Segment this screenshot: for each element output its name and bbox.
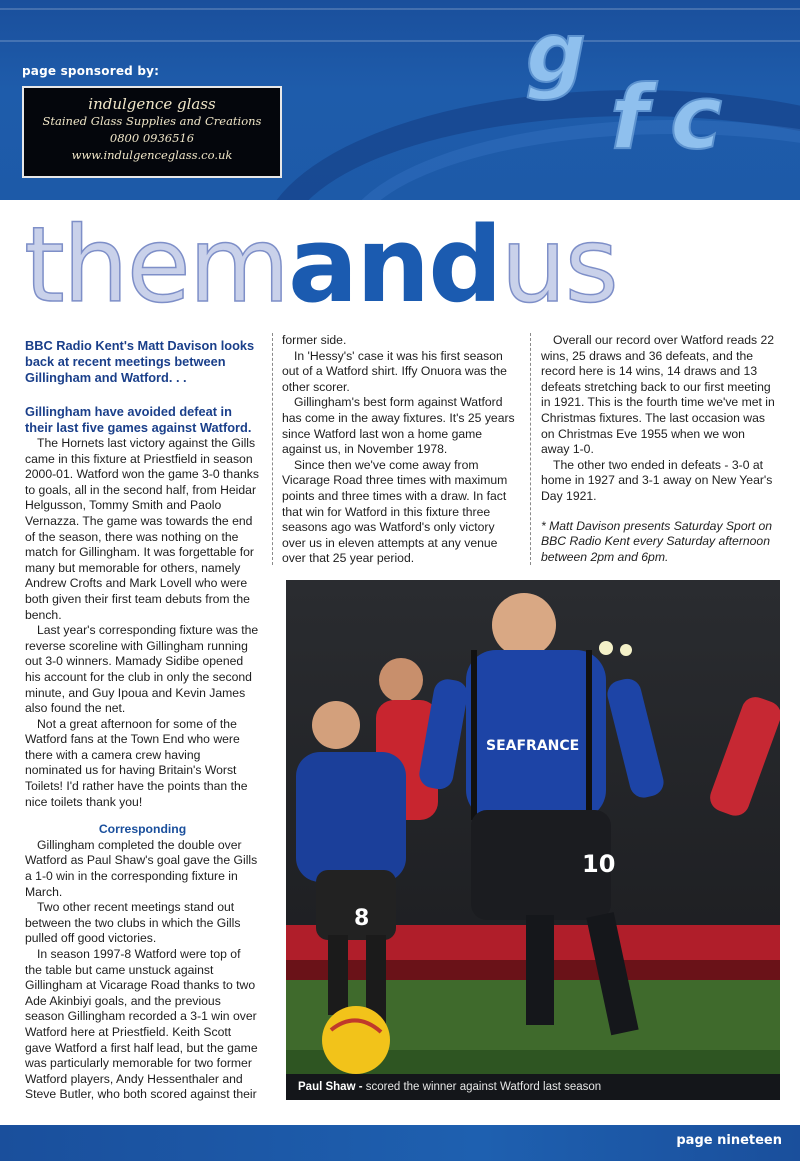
- article-paragraph: Two other recent meetings stand out between the two clubs in which the Gills pulled off good victories.: [25, 900, 241, 946]
- article-lead: BBC Radio Kent's Matt Davison looks back at recent meetings between Gillingham and Watford. . .: [25, 338, 255, 385]
- logo-lettering: c: [670, 66, 723, 169]
- sponsor-tagline: Stained Glass Supplies and Creations: [42, 114, 262, 128]
- logo-lettering: g: [526, 20, 587, 102]
- shirt-number-main: 10: [582, 850, 616, 878]
- header-stripe: [0, 8, 800, 10]
- article-paragraph: In season 1997-8 Watford were top of the table but came unstuck against Gillingham at Vicarage Road thanks to two Ade Akinbiyi goals, and the previous season Gillingham recorded a 3-1 win over Watford here at Priestfield. Keith Scott gave Watford a first half lead, but the game was particularly memorable for two former Watford players, Andy Hessenthaler and Steve Butler, who both scored against their: [25, 947, 258, 1102]
- article-paragraph: Overall our record over Watford reads 22 wins, 25 draws and 36 defeats, and the record here is 14 wins, 14 draws and 13 defeats stretching back to our first meeting in 1921. This is the fourth time we've met in Christmas fixtures. The last occasion was on Christmas Eve 1955 when we won away 1-0.: [541, 333, 775, 457]
- article-paragraph: Since then we've come away from Vicarage Road three times with maximum points and three times with a draw. In fact that win for Watford in this fixture three seasons ago was Watford's only victory over us in eleven attempts at any venue over that 25 year period.: [282, 457, 508, 566]
- article-subhead: Gillingham have avoided defeat in their last five games against Watford.: [25, 404, 252, 435]
- article-paragraph: The other two ended in defeats - 3-0 at home in 1927 and 3-1 away on New Year's Day 1921.: [541, 457, 773, 503]
- article-paragraph: The Hornets last victory against the Gills came in this fixture at Priestfield in season 2000-01. Watford won the game 3-0 thanks to goals, all in the second half, from Heidar Helgusson, Tommy Smith and Paolo Vernazza. The game was towards the end of the season, there was nothing on the match for Gillingham. It was forgettable for many but memorable for others, namely Andrew Crofts and Mark Lovell who were both given their first team debuts from the bench.: [25, 436, 259, 622]
- page-title: [24, 200, 617, 330]
- section-heading: Corresponding: [98, 822, 187, 837]
- sponsor-phone: 0800 0936516: [109, 131, 195, 145]
- sponsor-name: indulgence glass: [88, 95, 216, 113]
- article-column-2: [282, 333, 517, 567]
- article-paragraph: In 'Hessy's' case it was his first season out of a Watford shirt. Iffy Onuora was the other scorer.: [282, 348, 507, 394]
- shirt-sponsor: SEAFRANCE: [486, 738, 580, 754]
- sponsor-advert: [22, 86, 282, 178]
- author-note: * Matt Davison presents Saturday Sport on BBC Radio Kent every Saturday afternoon between 2pm and 6pm.: [541, 518, 773, 564]
- title-them: them: [24, 204, 288, 326]
- match-photo: [286, 580, 780, 1100]
- shirt-number-other: 8: [354, 906, 370, 931]
- article-paragraph: Gillingham's best form against Watford has come in the away fixtures. It's 25 years since Watford last won a home game against us, in November 1978.: [282, 395, 515, 457]
- logo-lettering: f: [610, 66, 649, 169]
- article-column-3: [541, 333, 776, 565]
- article-column-1: [25, 338, 260, 1103]
- club-logo: [520, 20, 790, 170]
- page-number: page nineteen: [676, 1133, 782, 1148]
- article-paragraph: former side.: [282, 333, 347, 347]
- photo-illustration: [286, 580, 780, 1074]
- title-us: us: [500, 204, 617, 326]
- article-paragraph: Gillingham completed the double over Watford as Paul Shaw's goal gave the Gills a 1-0 win in the corresponding fixture in March.: [25, 837, 258, 899]
- footer-band: [0, 1125, 800, 1161]
- sponsor-website: www.indulgenceglass.co.uk: [71, 148, 233, 162]
- caption-name: Paul Shaw -: [298, 1081, 363, 1093]
- article-paragraph: Last year's corresponding fixture was the reverse scoreline with Gillingham running out 3-0 winners. Mamady Sidibe opened his account for the club in only the second minute, and Guy Ipoua and Kevin James also found the net.: [25, 623, 259, 716]
- photo-caption: [286, 1074, 780, 1100]
- column-divider: [272, 333, 273, 565]
- caption-text: scored the winner against Watford last season: [362, 1081, 602, 1093]
- title-and: and: [287, 204, 501, 326]
- article-paragraph: Not a great afternoon for some of the Watford fans at the Town End who were there with a camera crew having nominated us for having Britain's Worst Toilets! I'd rather have the points than the nice toilets thank you!: [25, 716, 248, 809]
- sponsor-label: page sponsored by:: [22, 64, 160, 78]
- column-divider: [530, 333, 531, 565]
- header-banner: [0, 0, 800, 200]
